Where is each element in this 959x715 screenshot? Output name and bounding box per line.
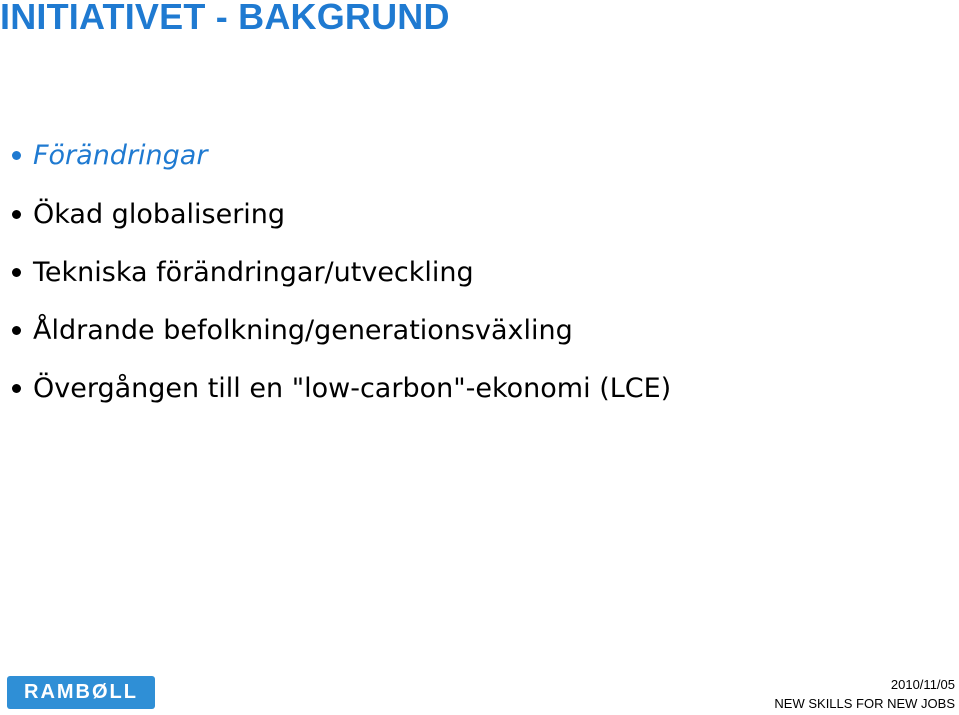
bullet-dot-icon [12, 210, 21, 219]
bullet-item [0, 194, 285, 234]
bullet-dot-icon [12, 384, 21, 393]
bullet-text: Ökad globalisering [33, 198, 286, 230]
bullet-dot-icon [12, 326, 21, 335]
logo-text: RAMBØLL [24, 681, 138, 703]
footer-date: 2010/11/05 [890, 677, 955, 692]
bullet-item [0, 310, 573, 350]
footer-tagline: NEW SKILLS FOR NEW JOBS [774, 696, 955, 711]
bullet-text: Förändringar [33, 139, 208, 171]
bullet-item [0, 252, 474, 292]
ramboll-logo [7, 676, 155, 709]
bullet-dot-icon [12, 151, 21, 160]
bullet-text: Åldrande befolkning/generationsväxling [33, 314, 573, 346]
slide-title: INITIATIVET - BAKGRUND [0, 0, 450, 37]
bullet-item [0, 368, 671, 408]
footer-info [774, 675, 955, 713]
bullet-text: Övergången till en "low-carbon"-ekonomi (LCE) [33, 372, 672, 404]
bullet-dot-icon [12, 268, 21, 277]
bullet-item-highlighted [0, 135, 207, 175]
bullet-text: Tekniska förändringar/utveckling [33, 256, 474, 288]
